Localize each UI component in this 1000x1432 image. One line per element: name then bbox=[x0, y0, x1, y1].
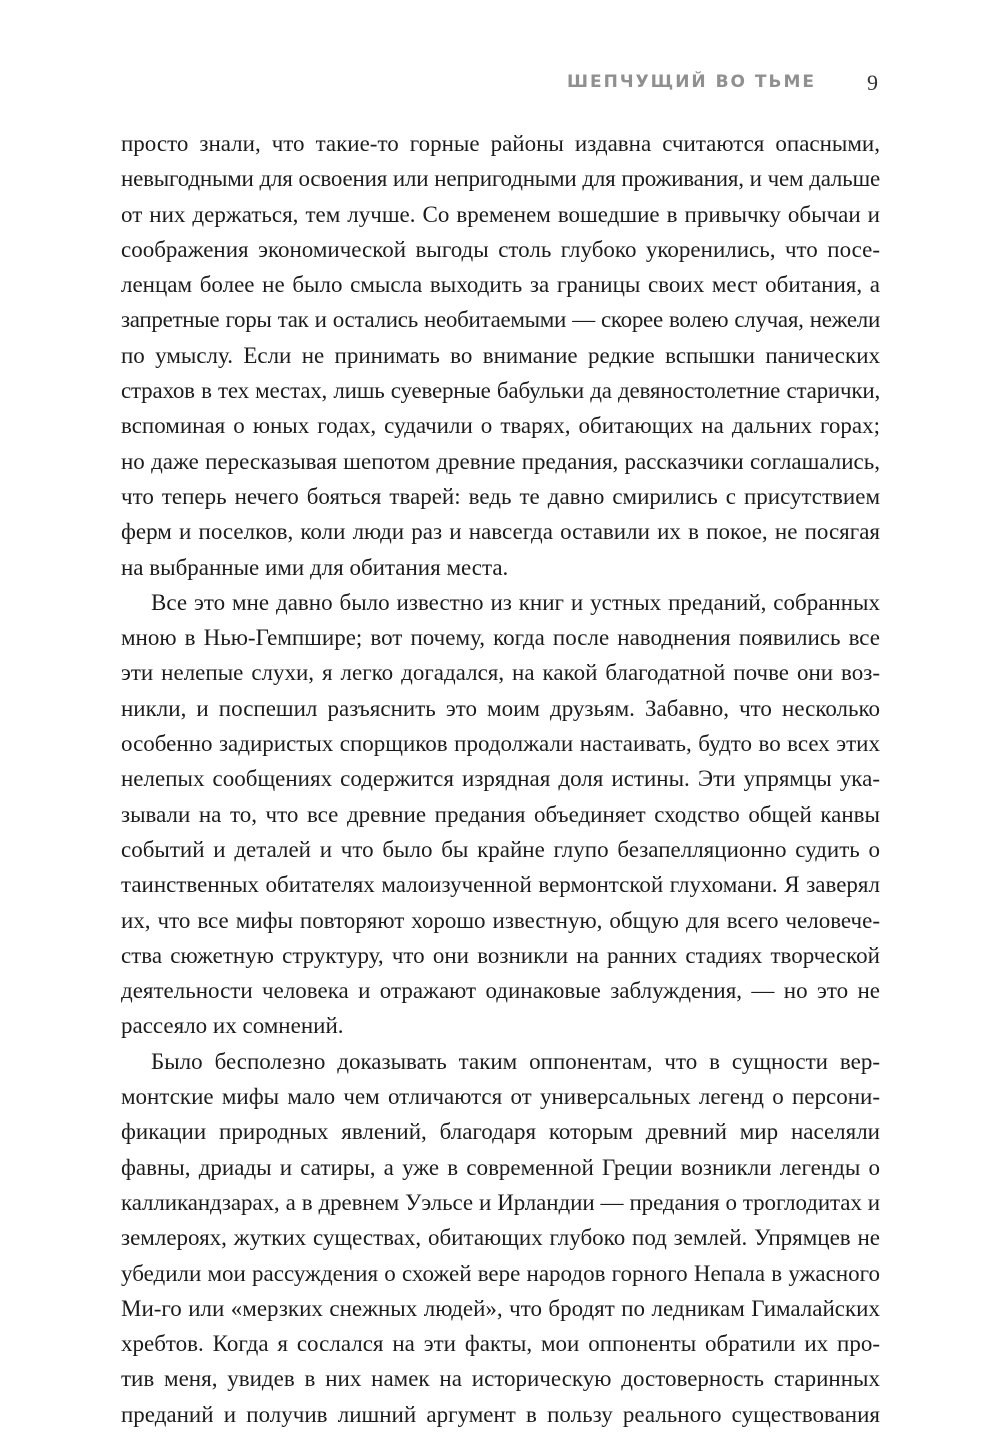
text-line: просто знали, что такие-то горные районы издавна считаются опасными, bbox=[121, 131, 880, 156]
paragraph-2 bbox=[121, 585, 880, 1044]
text-line: нелепых сообщениях содержится изрядная доля истины. Эти упрямцы ука- bbox=[121, 766, 880, 792]
text-line: особенно задиристых спорщиков продолжали настаивать, будто во всех этих bbox=[121, 731, 880, 757]
text-line: фавны, дриады и сатиры, а уже в современной Греции возникли легенды о bbox=[121, 1154, 880, 1180]
text-line: от них держаться, тем лучше. Со временем вошедшие в привычку обычаи и bbox=[121, 201, 880, 227]
text-line: по умыслу. Если не принимать во внимание редкие вспышки панических bbox=[121, 342, 880, 368]
text-line: рассеяло их сомнений. bbox=[121, 1013, 344, 1039]
text-line: хребтов. Когда я сослался на эти факты, мои оппоненты обратили их про- bbox=[121, 1331, 880, 1357]
text-line: ства сюжетную структуру, что они возникли на ранних стадиях творческой bbox=[121, 942, 880, 968]
text-line: мною в Нью-Гемпшире; вот почему, когда после наводнения появились все bbox=[121, 625, 880, 651]
text-line: Было бесполезно доказывать таким оппонентам, что в сущности вер- bbox=[151, 1048, 880, 1074]
text-line: ленцам более не было смысла выходить за границы своих мест обитания, а bbox=[121, 272, 880, 298]
running-header bbox=[500, 70, 878, 100]
text-line: невыгодными для освоения или непригодными для проживания, и чем дальше bbox=[121, 166, 880, 192]
paragraph-3 bbox=[121, 1044, 880, 1432]
text-line: тив меня, увидев в них намек на историческую достоверность старинных bbox=[121, 1366, 880, 1392]
text-line: землероях, жутких существах, обитающих глубоко под землей. Упрямцев не bbox=[121, 1225, 880, 1251]
text-line: вспоминая о юных годах, судачили о тварях, обитающих на дальних горах; bbox=[121, 413, 880, 439]
text-line: деятельности человека и отражают одинаковые заблуждения, — но это не bbox=[121, 978, 880, 1004]
page-number: 9 bbox=[867, 70, 878, 95]
text-line: ферм и поселков, коли люди раз и навсегда оставили их в покое, не посягая bbox=[121, 519, 880, 545]
text-line: соображения экономической выгоды столь глубоко укоренились, что посе- bbox=[121, 236, 880, 262]
text-line: эти нелепые слухи, я легко догадался, на какой благодатной почве они воз- bbox=[121, 660, 880, 686]
text-line: что теперь нечего бояться тварей: ведь те давно смирились с присутствием bbox=[121, 483, 880, 509]
text-line: зывали на то, что все древние предания объединяет сходство общей канвы bbox=[121, 801, 880, 827]
body-text bbox=[121, 126, 880, 1432]
text-line: никли, и поспешил разъяснить это моим друзьям. Забавно, что несколько bbox=[121, 695, 880, 721]
text-line: но даже пересказывая шепотом древние предания, рассказчики соглашались, bbox=[121, 448, 880, 474]
text-line: фикации природных явлений, благодаря которым древний мир населяли bbox=[121, 1119, 880, 1145]
text-line: убедили мои рассуждения о схожей вере народов горного Непала в ужасного bbox=[121, 1260, 880, 1286]
text-line: на выбранные ими для обитания места. bbox=[121, 554, 509, 580]
text-line: страхов в тех местах, лишь суеверные бабульки да девяностолетние старички, bbox=[121, 378, 880, 404]
text-line: таинственных обитателях малоизученной вермонтской глухомани. Я заверял bbox=[121, 872, 880, 898]
text-line: монтские мифы мало чем отличаются от универсальных легенд о персони- bbox=[121, 1084, 880, 1110]
text-line: Ми-го или «мерзких снежных людей», что бродят по ледникам Гималайских bbox=[121, 1295, 880, 1321]
text-line: преданий и получив лишний аргумент в пользу реального существования bbox=[121, 1401, 880, 1427]
text-line: калликандзарах, а в древнем Уэльсе и Ирландии — предания о троглодитах и bbox=[121, 1189, 880, 1215]
text-line: запретные горы так и остались необитаемыми — скорее волею случая, нежели bbox=[121, 307, 880, 333]
text-line: Все это мне давно было известно из книг и устных преданий, собранных bbox=[151, 589, 880, 615]
text-line: их, что все мифы повторяют хорошо известную, общую для всего человече- bbox=[121, 907, 880, 933]
text-line: событий и деталей и что было бы крайне глупо безапелляционно судить о bbox=[121, 836, 880, 862]
running-title: ШЕПЧУЩИЙ ВО ТЬМЕ bbox=[566, 72, 816, 92]
paragraph-1 bbox=[121, 126, 880, 585]
